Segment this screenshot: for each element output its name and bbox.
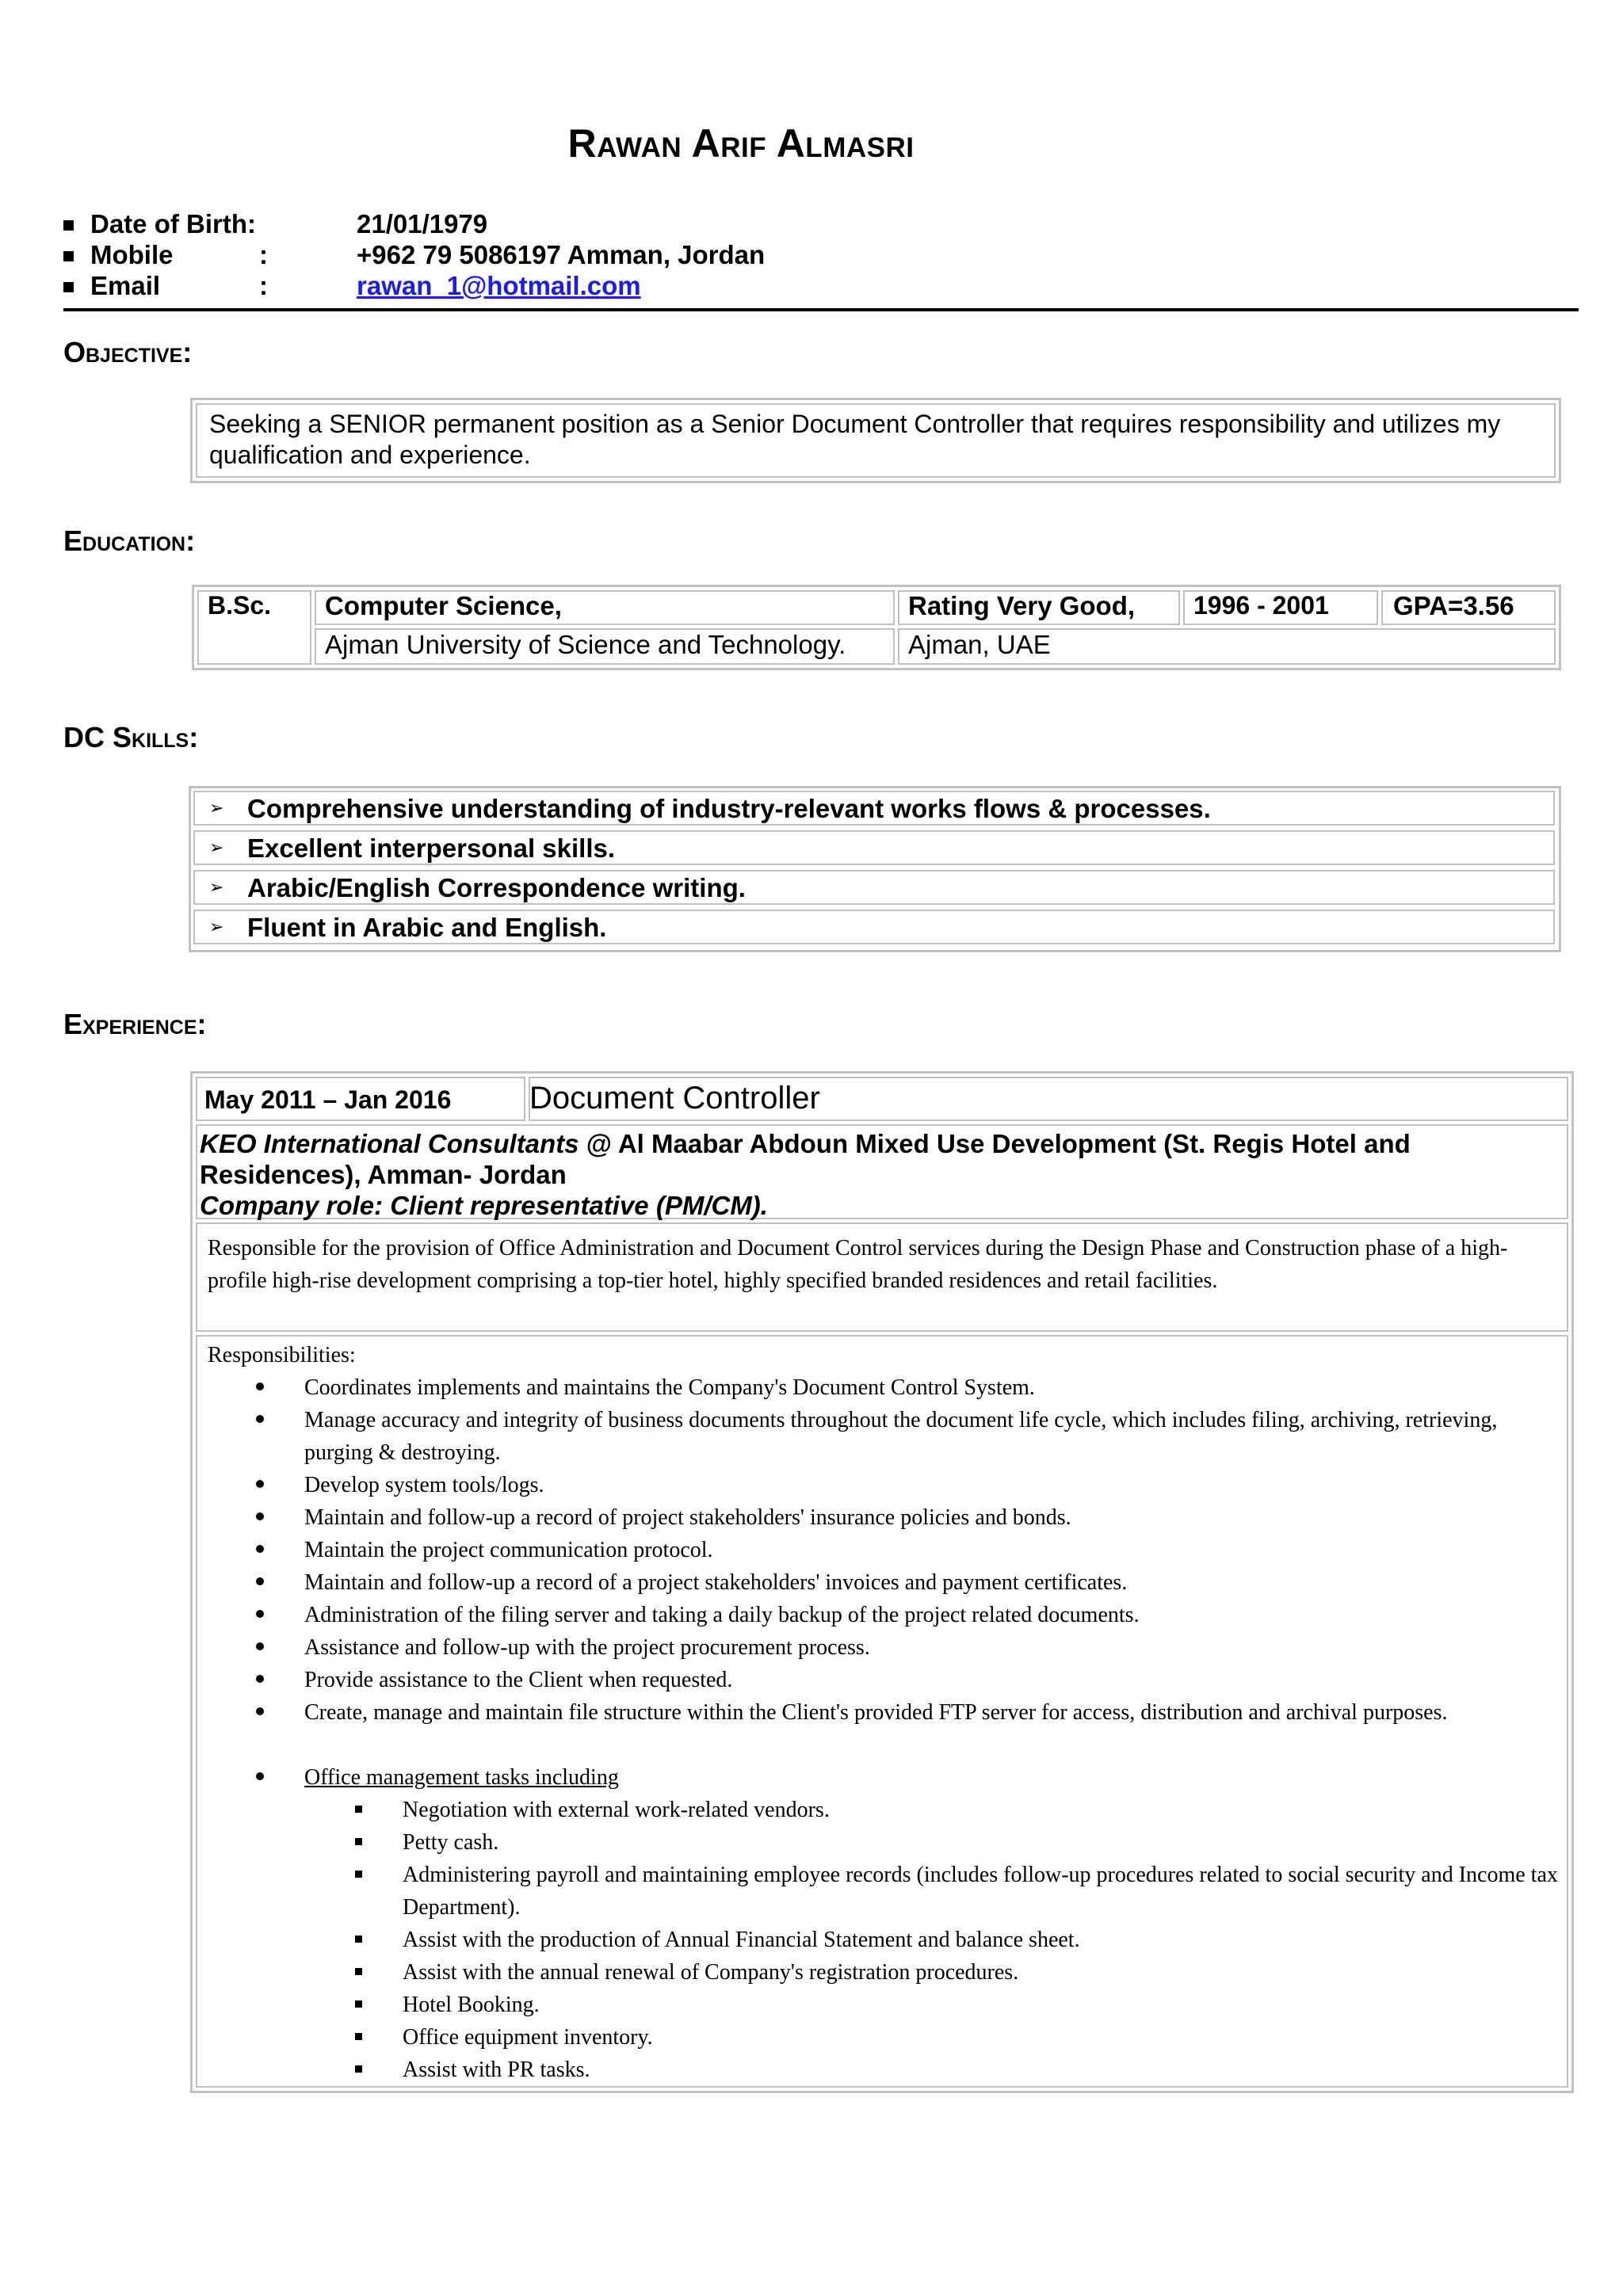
company-project-line1: @ Al Maabar Abdoun Mixed Use Development (St. Regis Hotel and	[579, 1129, 1411, 1158]
square-bullet-icon	[355, 1806, 362, 1813]
square-bullet-icon	[355, 2065, 362, 2073]
bullet-icon	[256, 1675, 264, 1683]
gpa: GPA=3.56	[1393, 591, 1514, 620]
square-bullet-icon	[63, 251, 74, 261]
skill-item	[193, 791, 1555, 826]
mobile-colon: :	[259, 240, 268, 269]
company-name: KEO International Consultants	[200, 1129, 579, 1158]
mobile-label: Mobile	[90, 240, 174, 269]
responsibility-item: Develop system tools/logs.	[304, 1473, 544, 1497]
bullet-icon	[256, 1545, 264, 1553]
skills-title: DC Skills:	[63, 721, 199, 753]
header-divider	[63, 308, 1579, 311]
arrow-bullet-icon: ➢	[209, 878, 224, 898]
skill-text: Arabic/English Correspondence writing.	[247, 873, 746, 902]
company-role: Company role: Client representative (PM/CM).	[200, 1191, 768, 1220]
arrow-bullet-icon: ➢	[209, 799, 224, 818]
skill-item	[193, 870, 1555, 905]
bullet-icon	[256, 1383, 264, 1390]
responsibility-item: Maintain and follow-up a record of project stakeholders' insurance policies and bonds.	[304, 1505, 1071, 1530]
bullet-icon	[256, 1577, 264, 1585]
skill-item	[193, 910, 1555, 944]
skill-text: Comprehensive understanding of industry-relevant works flows & processes.	[247, 794, 1211, 823]
mobile-value: +962 79 5086197 Amman, Jordan	[357, 240, 766, 269]
email-row	[63, 271, 1252, 302]
bullet-icon	[256, 1772, 264, 1780]
responsibility-item: Provide assistance to the Client when requested.	[304, 1668, 733, 1692]
email-label: Email	[90, 271, 161, 300]
field: Computer Science,	[325, 591, 562, 620]
office-task-item: Assist with the annual renewal of Company's registration procedures.	[403, 1960, 1019, 1985]
bullet-icon	[256, 1610, 264, 1618]
office-task-item: Petty cash.	[403, 1830, 499, 1855]
office-tasks-label: Office management tasks including	[304, 1765, 619, 1790]
skill-text: Excellent interpersonal skills.	[247, 833, 616, 863]
responsibility-item: Assistance and follow-up with the project procurement process.	[304, 1635, 870, 1660]
office-task-item: Assist with PR tasks.	[403, 2058, 590, 2082]
email-link[interactable]: rawan_1@hotmail.com	[357, 271, 641, 300]
education-title: Education:	[63, 524, 196, 557]
bullet-icon	[256, 1512, 264, 1520]
candidate-name: Rawan Arif Almasri	[567, 121, 915, 166]
company	[200, 1128, 1547, 1221]
years: 1996 - 2001	[1193, 591, 1329, 620]
dob-row	[63, 209, 1252, 240]
office-task-item: Administering payroll and maintaining employee records (includes follow-up procedures related to social security and Income tax Department).	[403, 1863, 1558, 1920]
bullet-icon	[256, 1707, 264, 1715]
location: Ajman, UAE	[908, 630, 1051, 659]
dob-value: 21/01/1979	[357, 209, 488, 238]
office-task-item: Hotel Booking.	[403, 1993, 540, 2017]
personal-info	[63, 209, 1252, 302]
responsibility-item: Create, manage and maintain file structure within the Client's provided FTP server for access, distribution and archival purposes.	[304, 1700, 1448, 1725]
office-task-item: Office equipment inventory.	[403, 2025, 653, 2050]
square-bullet-icon	[355, 1838, 362, 1845]
company-project-line2: Residences), Amman- Jordan	[200, 1160, 567, 1189]
square-bullet-icon	[355, 1936, 362, 1943]
skill-text: Fluent in Arabic and English.	[247, 913, 607, 942]
responsibility-item: Administration of the filing server and taking a daily backup of the project related documents.	[304, 1603, 1140, 1627]
university: Ajman University of Science and Technology.	[325, 630, 846, 659]
experience-summary: Responsible for the provision of Office Administration and Document Control services during the Design Phase and Construction phase of a high-profile high-rise development comprising a top-tier hotel, highly specified branded residences and retail facilities.	[208, 1236, 1508, 1293]
bullet-icon	[256, 1415, 264, 1423]
experience-title: Experience:	[63, 1008, 207, 1040]
bullet-icon	[256, 1480, 264, 1488]
responsibility-item: Manage accuracy and integrity of business documents throughout the document life cycle, which includes filing, archiving, retrieving, purging & destroying.	[304, 1408, 1498, 1465]
responsibility-item: Maintain the project communication protocol.	[304, 1538, 713, 1562]
skill-item	[193, 830, 1555, 865]
rating: Rating Very Good,	[908, 591, 1136, 620]
responsibility-item: Maintain and follow-up a record of a project stakeholders' invoices and payment certificates.	[304, 1570, 1128, 1595]
square-bullet-icon	[63, 220, 74, 231]
responsibility-item: Coordinates implements and maintains the Company's Document Control System.	[304, 1375, 1035, 1400]
dob-label: Date of Birth:	[90, 209, 256, 238]
period: May 2011 – Jan 2016	[204, 1085, 452, 1114]
mobile-row	[63, 240, 1252, 271]
position: Document Controller	[529, 1081, 820, 1116]
square-bullet-icon	[355, 2033, 362, 2040]
email-colon: :	[259, 271, 268, 300]
degree: B.Sc.	[208, 591, 272, 620]
objective-text: Seeking a SENIOR permanent position as a Senior Document Controller that requires responsibility and utilizes my qualification and experience.	[209, 410, 1501, 469]
office-task-item: Negotiation with external work-related vendors.	[403, 1798, 830, 1822]
square-bullet-icon	[355, 1871, 362, 1878]
square-bullet-icon	[355, 1968, 362, 1975]
office-task-item: Assist with the production of Annual Financial Statement and balance sheet.	[403, 1928, 1080, 1952]
arrow-bullet-icon: ➢	[209, 917, 224, 937]
objective-title: Objective:	[63, 336, 193, 368]
square-bullet-icon	[355, 2000, 362, 2008]
arrow-bullet-icon: ➢	[209, 838, 224, 858]
square-bullet-icon	[63, 282, 74, 292]
responsibilities-label: Responsibilities:	[208, 1343, 356, 1367]
bullet-icon	[256, 1642, 264, 1650]
